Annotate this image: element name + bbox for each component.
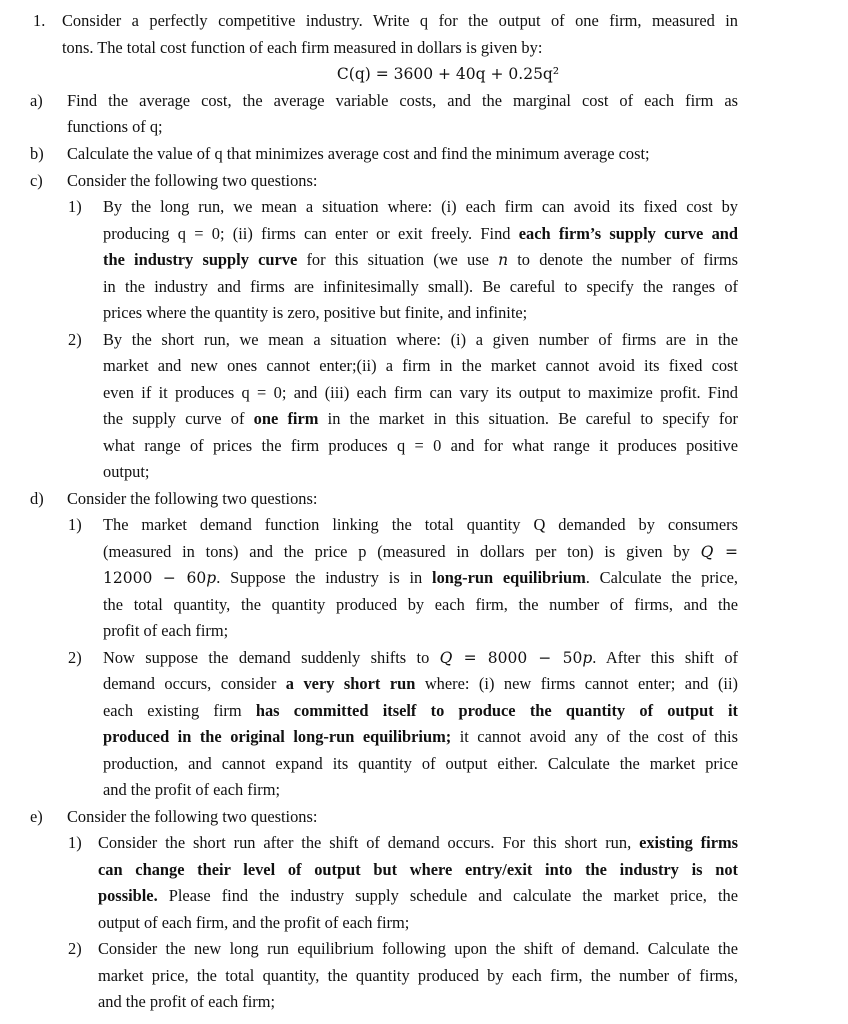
part-c-label: c) — [30, 171, 43, 190]
part-e-label: e) — [30, 807, 43, 826]
part-e-item-2-label: 2) — [68, 939, 82, 958]
part-d-item-1-line: The market demand function linking the total quantity Q demanded by consumers — [103, 515, 738, 534]
part-d-item-1-line: 12000 − 60p. Suppose the industry is in long-run equilibrium. Calculate the price, — [103, 568, 738, 587]
part-c-intro: Consider the following two questions: — [67, 171, 318, 190]
part-c-item-1-line: By the long run, we mean a situation where: (i) each firm can avoid its fixed cost by — [103, 197, 738, 216]
part-c-item-2-line: what range of prices the firm produces q = 0 and for what range it produces positive — [103, 436, 738, 455]
part-e-item-2-line: and the profit of each firm; — [98, 992, 276, 1011]
part-a-text: Find the average cost, the average variable costs, and the marginal cost of each firm as — [67, 91, 738, 110]
part-e-item-1-label: 1) — [68, 833, 82, 852]
part-c-item-2-line: market and new ones cannot enter;(ii) a firm in the market cannot avoid its fixed cost — [103, 356, 738, 375]
part-e-item-1-line: possible. Please find the industry supply schedule and calculate the market price, the — [98, 886, 738, 905]
part-e-item-1-line: can change their level of output but where entry/exit into the industry is not — [98, 860, 738, 879]
part-c-item-1-line: prices where the quantity is zero, positive but finite, and infinite; — [103, 303, 528, 322]
part-c-item-1-label: 1) — [68, 197, 82, 216]
part-c-item-2-line: the supply curve of one firm in the market in this situation. Be careful to specify for — [103, 409, 738, 428]
part-d-item-2-line: Now suppose the demand suddenly shifts to Q = 8000 − 50p. After this shift of — [103, 648, 738, 667]
part-e-item-2-line: Consider the new long run equilibrium following upon the shift of demand. Calculate the — [98, 939, 738, 958]
part-c-item-2-line: output; — [103, 462, 150, 481]
part-d-item-2-line: each existing firm has committed itself to produce the quantity of output it — [103, 701, 738, 720]
part-d-item-1-line: (measured in tons) and the price p (measured in dollars per ton) is given by Q = — [103, 542, 738, 561]
question-text-line: Consider a perfectly competitive industry. Write q for the output of one firm, measured in — [62, 11, 738, 30]
part-c-item-2-line: even if it produces q = 0; and (iii) each firm can vary its output to maximize profit. Find — [103, 383, 738, 402]
part-e-intro: Consider the following two questions: — [67, 807, 318, 826]
part-d-item-1-line: profit of each firm; — [103, 621, 229, 640]
part-d-intro: Consider the following two questions: — [67, 489, 318, 508]
part-c-item-1-line: the industry supply curve for this situation (we use n to denote the number of firms — [103, 250, 738, 269]
part-d-item-2-line: demand occurs, consider a very short run where: (i) new firms cannot enter; and (ii) — [103, 674, 738, 693]
part-b-label: b) — [30, 144, 44, 163]
part-d-item-1-label: 1) — [68, 515, 82, 534]
question-text-line: tons. The total cost function of each firm measured in dollars is given by: — [62, 38, 543, 57]
part-e-item-2-line: market price, the total quantity, the quantity produced by each firm, the number of firms, — [98, 966, 738, 985]
part-e-item-1-line: Consider the short run after the shift of demand occurs. For this short run, existing firms — [98, 833, 738, 852]
part-c-item-2-line: By the short run, we mean a situation where: (i) a given number of firms are in the — [103, 330, 738, 349]
part-c-item-1-line: producing q = 0; (ii) firms can enter or exit freely. Find each firm’s supply curve and — [103, 224, 738, 243]
part-d-item-2-line: production, and cannot expand its quantity of output either. Calculate the market price — [103, 754, 738, 773]
part-d-item-2-line: produced in the original long-run equilibrium; it cannot avoid any of the cost of this — [103, 727, 738, 746]
part-c-item-1-line: in the industry and firms are infinitesimally small). Be careful to specify the ranges of — [103, 277, 738, 296]
part-a-text: functions of q; — [67, 117, 163, 136]
part-d-item-1-line: the total quantity, the quantity produced by each firm, the number of firms, and the — [103, 595, 738, 614]
part-c-item-2-label: 2) — [68, 330, 82, 349]
part-a-label: a) — [30, 91, 43, 110]
part-d-item-2-line: and the profit of each firm; — [103, 780, 281, 799]
question-number: 1. — [33, 11, 46, 30]
part-e-item-1-line: output of each firm, and the profit of each firm; — [98, 913, 410, 932]
part-d-item-2-label: 2) — [68, 648, 82, 667]
cost-function-equation: C(q) = 3600 + 40q + 0.25q² — [336, 65, 560, 83]
part-d-label: d) — [30, 489, 44, 508]
part-b-text: Calculate the value of q that minimizes average cost and find the minimum average cost; — [67, 144, 650, 163]
